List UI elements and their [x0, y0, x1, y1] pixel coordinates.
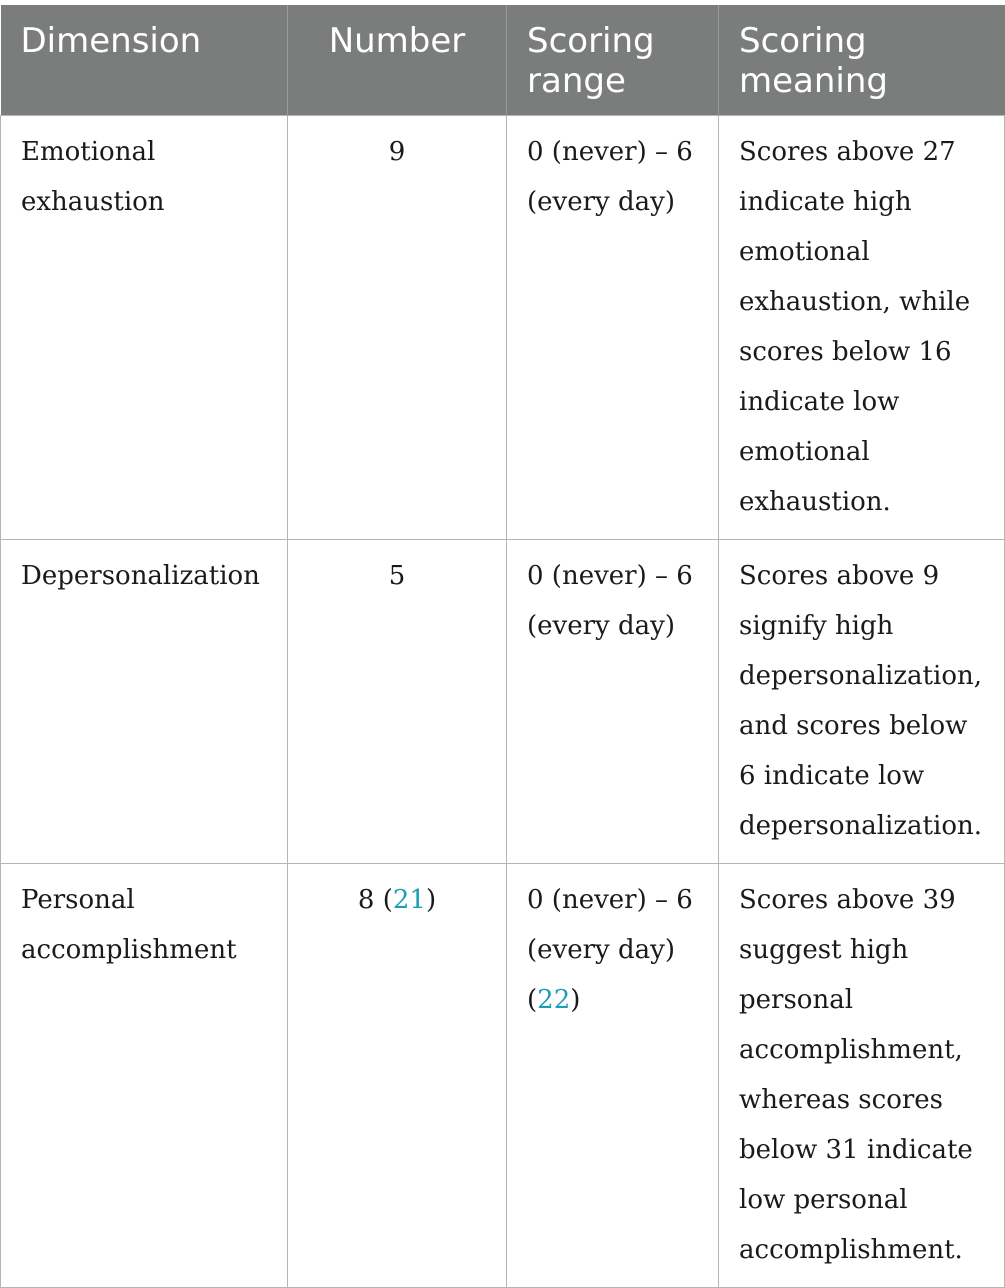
citation-link[interactable]: 22: [537, 984, 571, 1015]
range-text: 0 (never) – 6 (every day): [527, 136, 693, 217]
header-number: Number: [288, 5, 507, 115]
table-row: [1, 539, 1005, 863]
cell-scoring-range: [507, 539, 719, 863]
header-row: [1, 5, 1005, 115]
range-text: 0 (never) – 6 (every day): [527, 884, 693, 965]
table-row: [1, 115, 1005, 539]
cell-dimension: [1, 539, 288, 863]
cell-number: [288, 539, 507, 863]
dimension-text: Personal accomplishment: [21, 884, 237, 965]
number-text: 5: [388, 560, 406, 591]
cell-scoring-range: [507, 115, 719, 539]
range-text: 0 (never) – 6 (every day): [527, 560, 693, 641]
cell-scoring-meaning: [719, 863, 1005, 1287]
cell-scoring-range: 0 (never) – 6 (every day) (22): [507, 863, 719, 1287]
meaning-text: Scores above 9 signify high depersonalization, and scores below 6 indicate low depersonalization.: [739, 560, 982, 841]
table-header: [1, 5, 1005, 115]
cell-scoring-meaning: [719, 539, 1005, 863]
cell-dimension: [1, 115, 288, 539]
number-text: 9: [388, 136, 406, 167]
cell-scoring-meaning: [719, 115, 1005, 539]
scoring-table: [0, 5, 1005, 1288]
dimension-text: Emotional exhaustion: [21, 136, 165, 217]
meaning-text: Scores above 39 suggest high personal accomplishment, whereas scores below 31 indicate low personal accomplishment.: [739, 884, 973, 1265]
number-text: 8: [357, 884, 375, 915]
header-scoring-meaning: Scoring meaning: [719, 5, 1005, 115]
cell-number: [288, 115, 507, 539]
dimension-text: Depersonalization: [21, 560, 260, 591]
citation-link[interactable]: 21: [392, 884, 426, 915]
cell-number: 8 (21): [288, 863, 507, 1287]
table-row: [1, 863, 1005, 1287]
cell-dimension: [1, 863, 288, 1287]
header-dimension: Dimension: [1, 5, 288, 115]
header-scoring-range: Scoring range: [507, 5, 719, 115]
table-body: [1, 115, 1005, 1287]
meaning-text: Scores above 27 indicate high emotional exhaustion, while scores below 16 indicate low emotional exhaustion.: [739, 136, 971, 517]
